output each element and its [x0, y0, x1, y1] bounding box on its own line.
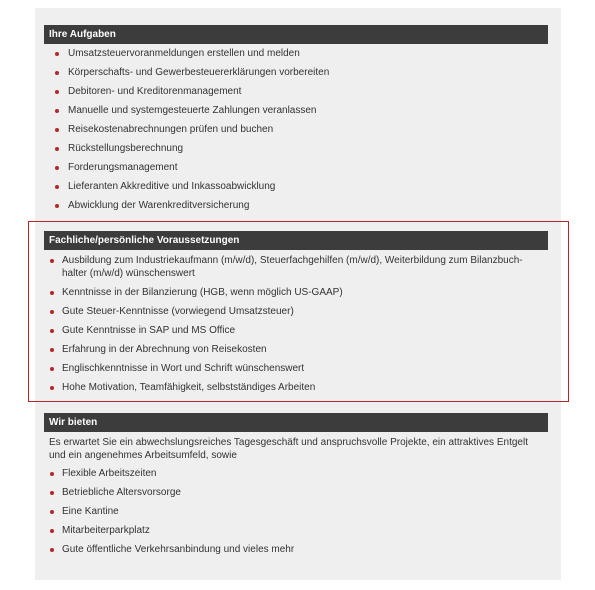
list-item: Gute Steuer-Kenntnisse (vorwiegend Umsatzsteuer) — [44, 305, 548, 318]
offer-intro-text: Es erwartet Sie ein abwechslungsreiches Tagesgeschäft und anspruchsvolle Projekte, ein attraktives Entgelt und ein angenehmes Arbeitsumfeld, sowie — [49, 437, 528, 461]
section-ihre-aufgaben — [44, 25, 548, 218]
bullet-icon — [50, 491, 54, 495]
list-item: Englischkenntnisse in Wort und Schrift wünschenswert — [44, 362, 548, 375]
list-item: Mitarbeiterparkplatz — [44, 524, 548, 537]
bullet-icon — [55, 166, 59, 170]
list-item: Manuelle und systemgesteuerte Zahlungen veranlassen — [44, 104, 548, 123]
bullet-icon — [50, 386, 54, 390]
bullet-icon — [55, 71, 59, 75]
list-item: Reisekostenabrechnungen prüfen und buchen — [44, 123, 548, 142]
list-item: Forderungsmanagement — [44, 161, 548, 180]
bullet-icon — [50, 348, 54, 352]
list-item: Erfahrung in der Abrechnung von Reisekosten — [44, 343, 548, 356]
list-item: Umsatzsteuervoranmeldungen erstellen und melden — [44, 47, 548, 66]
bullet-icon — [50, 510, 54, 514]
list-item: Kenntnisse in der Bilanzierung (HGB, wenn möglich US-GAAP) — [44, 286, 548, 299]
bullet-icon — [50, 329, 54, 333]
section-title: Wir bieten — [44, 413, 548, 432]
list-item: Lieferanten Akkreditive und Inkassoabwicklung — [44, 180, 548, 199]
bullet-icon — [55, 128, 59, 132]
bullet-icon — [50, 472, 54, 476]
bullet-icon — [55, 147, 59, 151]
list-item: Ausbildung zum Industriekaufmann (m/w/d), Steuerfachgehilfen (m/w/d), Weiterbildung zum Bilanzbuch-halter (m/w/d) wünschenswert — [44, 254, 548, 280]
section-wir-bieten — [44, 413, 548, 562]
list-item: Körperschafts- und Gewerbesteuererklärungen vorbereiten — [44, 66, 548, 85]
bullet-icon — [50, 367, 54, 371]
section-voraussetzungen — [44, 231, 548, 400]
bullet-icon — [50, 291, 54, 295]
bullet-icon — [55, 185, 59, 189]
list-item: Betriebliche Altersvorsorge — [44, 486, 548, 499]
list-item: Rückstellungsberechnung — [44, 142, 548, 161]
section-title: Ihre Aufgaben — [44, 25, 548, 44]
list-item: Abwicklung der Warenkreditversicherung — [44, 199, 548, 218]
section-title: Fachliche/persönliche Voraussetzungen — [44, 231, 548, 250]
bullet-icon — [50, 548, 54, 552]
bullet-icon — [50, 259, 54, 263]
bullet-icon — [55, 204, 59, 208]
bullet-icon — [50, 529, 54, 533]
list-item: Gute öffentliche Verkehrsanbindung und vieles mehr — [44, 543, 548, 556]
benefits-list — [44, 467, 548, 556]
bullet-icon — [55, 109, 59, 113]
list-item: Eine Kantine — [44, 505, 548, 518]
list-item: Hohe Motivation, Teamfähigkeit, selbstständiges Arbeiten — [44, 381, 548, 394]
list-item: Flexible Arbeitszeiten — [44, 467, 548, 480]
requirements-list — [44, 254, 548, 394]
bullet-icon — [55, 90, 59, 94]
task-list — [44, 47, 548, 218]
bullet-icon — [50, 310, 54, 314]
list-item: Gute Kenntnisse in SAP und MS Office — [44, 324, 548, 337]
list-item: Debitoren- und Kreditorenmanagement — [44, 85, 548, 104]
bullet-icon — [55, 52, 59, 56]
